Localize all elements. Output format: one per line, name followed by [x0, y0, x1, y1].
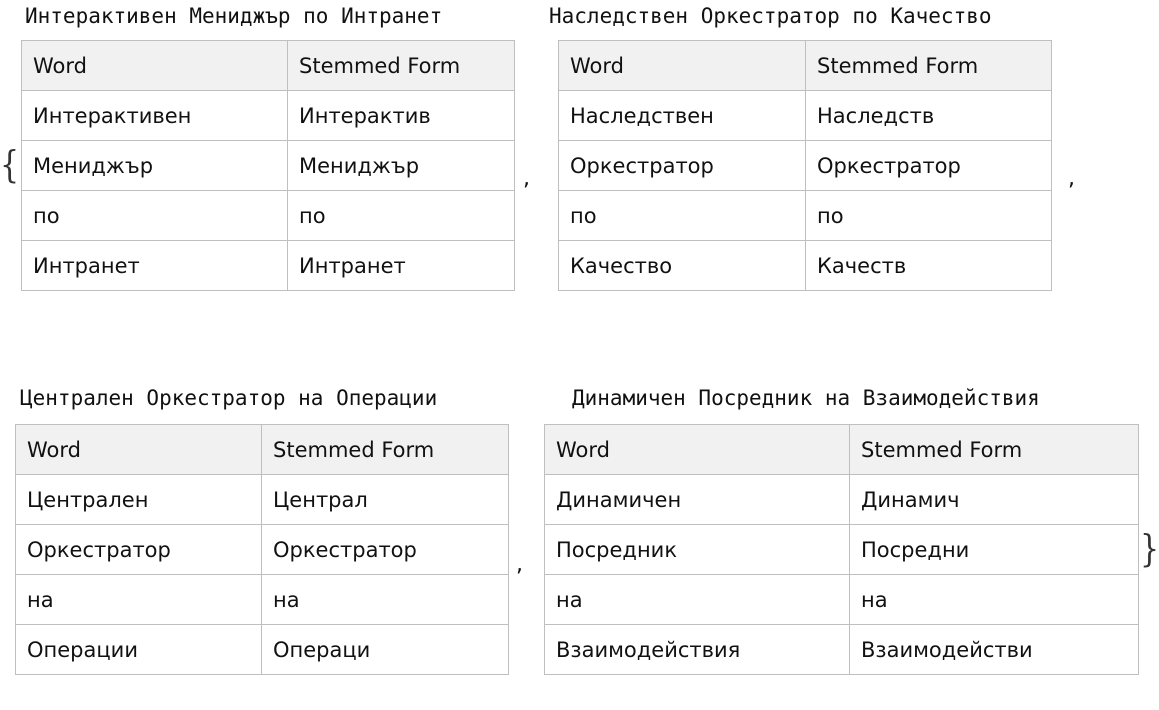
table-header-row: [22, 41, 515, 91]
word-cell: на: [545, 575, 850, 625]
word-cell: Интерактивен: [22, 91, 288, 141]
word-cell: Посредник: [545, 525, 850, 575]
separator-comma: ,: [1068, 166, 1075, 191]
word-cell: Операции: [16, 625, 262, 675]
word-cell: Мениджър: [22, 141, 288, 191]
stem-table-3: [15, 424, 509, 675]
table-3-title: Централен Оркестратор на Операции: [20, 386, 438, 410]
table-row: [16, 575, 509, 625]
stem-cell: Качеств: [806, 241, 1052, 291]
stem-table-1: [21, 40, 515, 291]
stem-cell: на: [262, 575, 509, 625]
stem-cell: Мениджър: [288, 141, 515, 191]
table-row: [22, 241, 515, 291]
stem-cell: Посредни: [850, 525, 1139, 575]
stem-cell: Оркестратор: [806, 141, 1052, 191]
word-cell: Оркестратор: [559, 141, 806, 191]
close-brace: }: [1140, 527, 1159, 572]
stem-cell: Централ: [262, 475, 509, 525]
word-cell: Оркестратор: [16, 525, 262, 575]
table-row: [545, 525, 1139, 575]
table-row: [545, 475, 1139, 525]
word-cell: Интранет: [22, 241, 288, 291]
stem-cell: Динамич: [850, 475, 1139, 525]
table-row: [545, 575, 1139, 625]
stem-cell: по: [806, 191, 1052, 241]
table-header-row: [545, 425, 1139, 475]
header-word: Word: [559, 41, 806, 91]
header-stemmed-form: Stemmed Form: [850, 425, 1139, 475]
stem-table-4: [544, 424, 1139, 675]
stem-cell: Взаимодействи: [850, 625, 1139, 675]
stem-cell: Интранет: [288, 241, 515, 291]
word-cell: Динамичен: [545, 475, 850, 525]
word-cell: Качество: [559, 241, 806, 291]
stem-table-2: [558, 40, 1052, 291]
header-stemmed-form: Stemmed Form: [262, 425, 509, 475]
stem-cell: Интерактив: [288, 91, 515, 141]
header-word: Word: [16, 425, 262, 475]
header-stemmed-form: Stemmed Form: [806, 41, 1052, 91]
word-cell: Взаимодействия: [545, 625, 850, 675]
header-word: Word: [22, 41, 288, 91]
word-cell: по: [22, 191, 288, 241]
open-brace: {: [0, 143, 20, 188]
table-row: [545, 625, 1139, 675]
separator-comma: ,: [523, 166, 530, 191]
stem-cell: Операци: [262, 625, 509, 675]
table-2-title: Наследствен Оркестратор по Качество: [549, 4, 992, 28]
word-cell: по: [559, 191, 806, 241]
table-row: [16, 525, 509, 575]
table-row: [559, 91, 1052, 141]
table-header-row: [16, 425, 509, 475]
word-cell: на: [16, 575, 262, 625]
table-row: [559, 241, 1052, 291]
table-row: [16, 625, 509, 675]
header-word: Word: [545, 425, 850, 475]
stem-cell: на: [850, 575, 1139, 625]
table-row: [16, 475, 509, 525]
table-row: [22, 91, 515, 141]
header-stemmed-form: Stemmed Form: [288, 41, 515, 91]
table-4-title: Динамичен Посредник на Взаимодействия: [572, 386, 1040, 410]
stem-cell: по: [288, 191, 515, 241]
stem-cell: Наследств: [806, 91, 1052, 141]
separator-comma: ,: [516, 552, 523, 577]
table-row: [22, 141, 515, 191]
table-header-row: [559, 41, 1052, 91]
table-1-title: Интерактивен Мениджър по Интранет: [25, 4, 443, 28]
table-row: [559, 191, 1052, 241]
stem-cell: Оркестратор: [262, 525, 509, 575]
word-cell: Наследствен: [559, 91, 806, 141]
table-row: [559, 141, 1052, 191]
word-cell: Централен: [16, 475, 262, 525]
table-row: [22, 191, 515, 241]
